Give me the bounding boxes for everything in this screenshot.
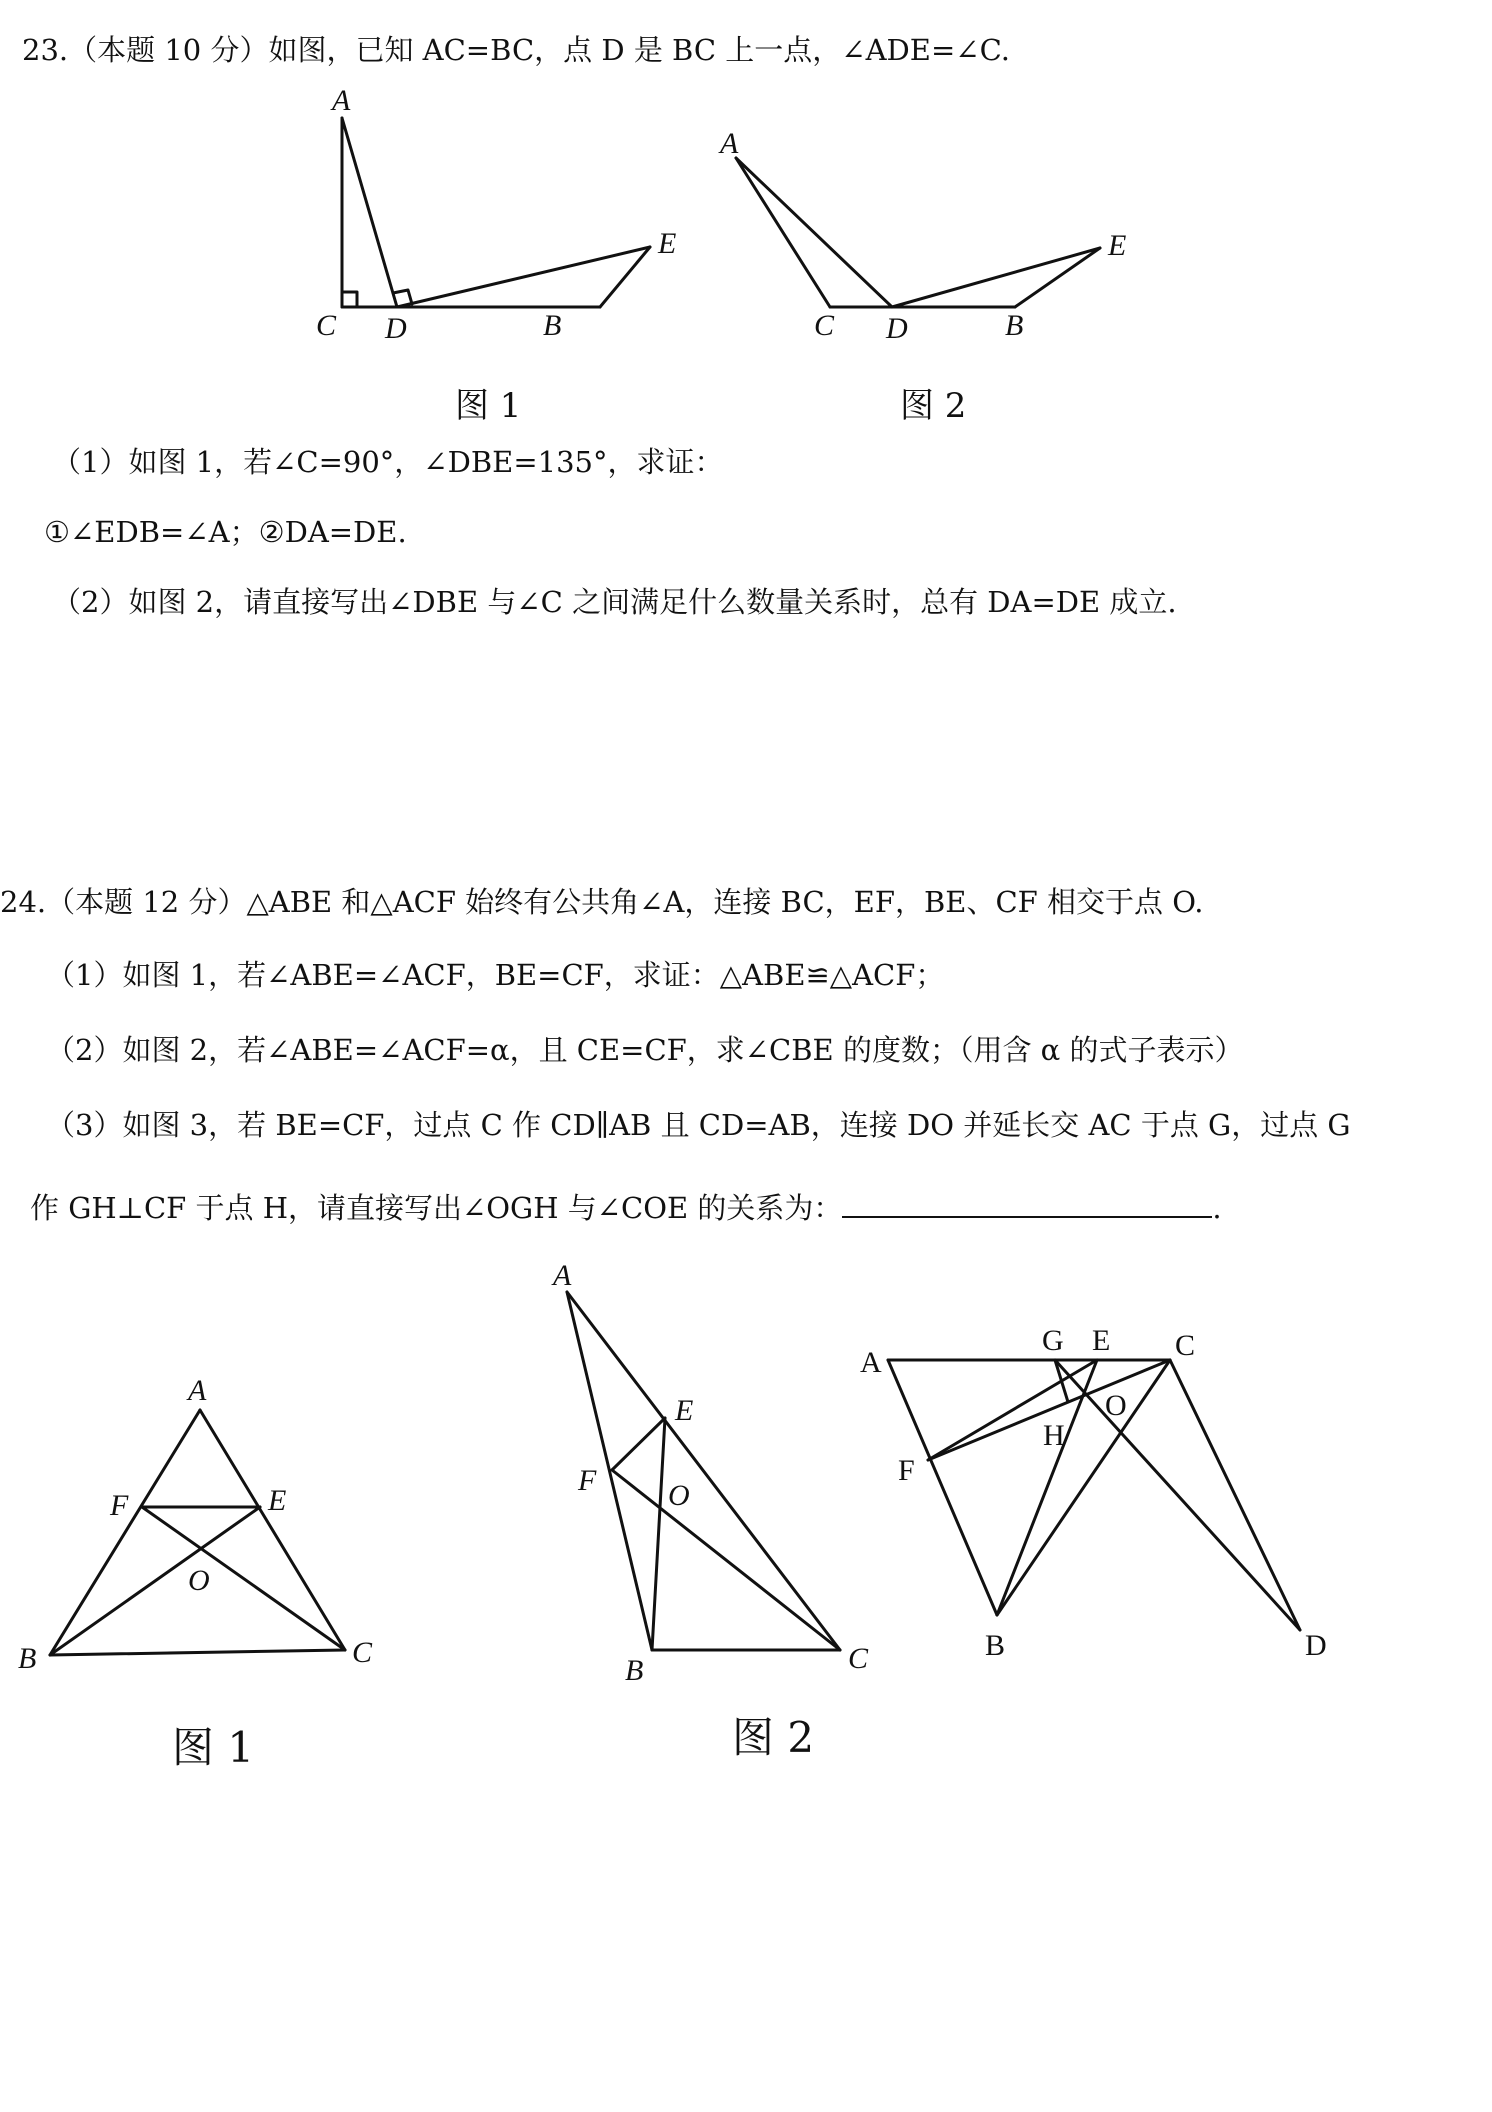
q24-f3-label-F: F bbox=[898, 1454, 915, 1487]
q24-f3-seg-CD bbox=[1170, 1360, 1300, 1630]
q23-f2-label-B: B bbox=[1005, 309, 1024, 342]
q23-header: 23.（本题 10 分）如图，已知 AC=BC，点 D 是 BC 上一点，∠ADE=∠C. bbox=[22, 33, 1010, 67]
q24-f1-label-F: F bbox=[110, 1489, 129, 1522]
q24-header: 24.（本题 12 分）△ABE 和△ACF 始终有公共角∠A，连接 BC，EF，BE、CF 相交于点 O. bbox=[0, 885, 1204, 919]
q23-part1-line1: （1）如图 1，若∠C=90°，∠DBE=135°，求证： bbox=[52, 445, 724, 479]
q23-f1-label-A: A bbox=[332, 84, 351, 117]
q24-f3-label-O: O bbox=[1105, 1389, 1127, 1422]
q23-f1-label-D: D bbox=[385, 312, 407, 345]
q24-f3-label-C: C bbox=[1175, 1329, 1196, 1362]
q24-f2-label-O: O bbox=[668, 1479, 690, 1512]
q24-f3-label-H: H bbox=[1043, 1419, 1065, 1452]
q24-fig1-caption: 图 1 bbox=[172, 1723, 255, 1772]
q24-fig2-caption: 图 2 bbox=[732, 1713, 815, 1762]
q24-f3-label-A: A bbox=[860, 1346, 882, 1379]
q24-f3-label-B: B bbox=[985, 1629, 1006, 1662]
q24-f1-label-E: E bbox=[268, 1484, 287, 1517]
q24-part3-text: 作 GH⊥CF 于点 H，请直接写出∠OGH 与∠COE 的关系为： bbox=[30, 1191, 843, 1225]
q24-f3-label-G: G bbox=[1042, 1324, 1064, 1357]
q24-f3-label-D: D bbox=[1305, 1629, 1327, 1662]
q23-f2-label-A: A bbox=[720, 127, 739, 160]
q23-f1-label-B: B bbox=[543, 309, 562, 342]
q23-f2-label-D: D bbox=[886, 312, 908, 345]
q24-f3-seg-GD bbox=[1055, 1360, 1300, 1630]
q24-f2-label-C: C bbox=[848, 1642, 869, 1675]
q23-fig2-caption: 图 2 bbox=[900, 386, 967, 426]
q24-f2-label-E: E bbox=[675, 1394, 694, 1427]
q24-f3-seg-FE bbox=[928, 1360, 1097, 1460]
q24-f1-label-C: C bbox=[352, 1636, 373, 1669]
q24-part3-line1: （3）如图 3，若 BE=CF，过点 C 作 CD∥AB 且 CD=AB，连接 DO 并延长交 AC 于点 G，过点 G bbox=[46, 1108, 1351, 1142]
q24-part3-period: . bbox=[1212, 1191, 1222, 1225]
q24-f2-label-B: B bbox=[625, 1654, 644, 1687]
q23-f1-label-C: C bbox=[316, 309, 337, 342]
q24-f2-label-F: F bbox=[578, 1464, 597, 1497]
q23-fig1-caption: 图 1 bbox=[455, 386, 522, 426]
q24-f1-label-B: B bbox=[18, 1642, 37, 1675]
q24-part2: （2）如图 2，若∠ABE=∠ACF=α，且 CE=CF，求∠CBE 的度数；（用含 α 的式子表示） bbox=[46, 1033, 1244, 1067]
q23-f2-label-E: E bbox=[1108, 229, 1127, 262]
q24-f2-label-A: A bbox=[553, 1259, 572, 1292]
q24-f3-seg-AB bbox=[888, 1360, 997, 1615]
q24-f1-label-A: A bbox=[188, 1374, 207, 1407]
q24-f1-label-O: O bbox=[188, 1564, 210, 1597]
q24-f3-label-E: E bbox=[1092, 1324, 1111, 1357]
q23-f1-label-E: E bbox=[658, 227, 677, 260]
q24-part1: （1）如图 1，若∠ABE=∠ACF，BE=CF，求证：△ABE≌△ACF； bbox=[46, 958, 945, 992]
q23-f2-label-C: C bbox=[814, 309, 835, 342]
q23-part1-line2: ①∠EDB=∠A；②DA=DE. bbox=[44, 515, 407, 549]
q23-part2: （2）如图 2，请直接写出∠DBE 与∠C 之间满足什么数量关系时，总有 DA=DE 成立. bbox=[52, 585, 1177, 619]
